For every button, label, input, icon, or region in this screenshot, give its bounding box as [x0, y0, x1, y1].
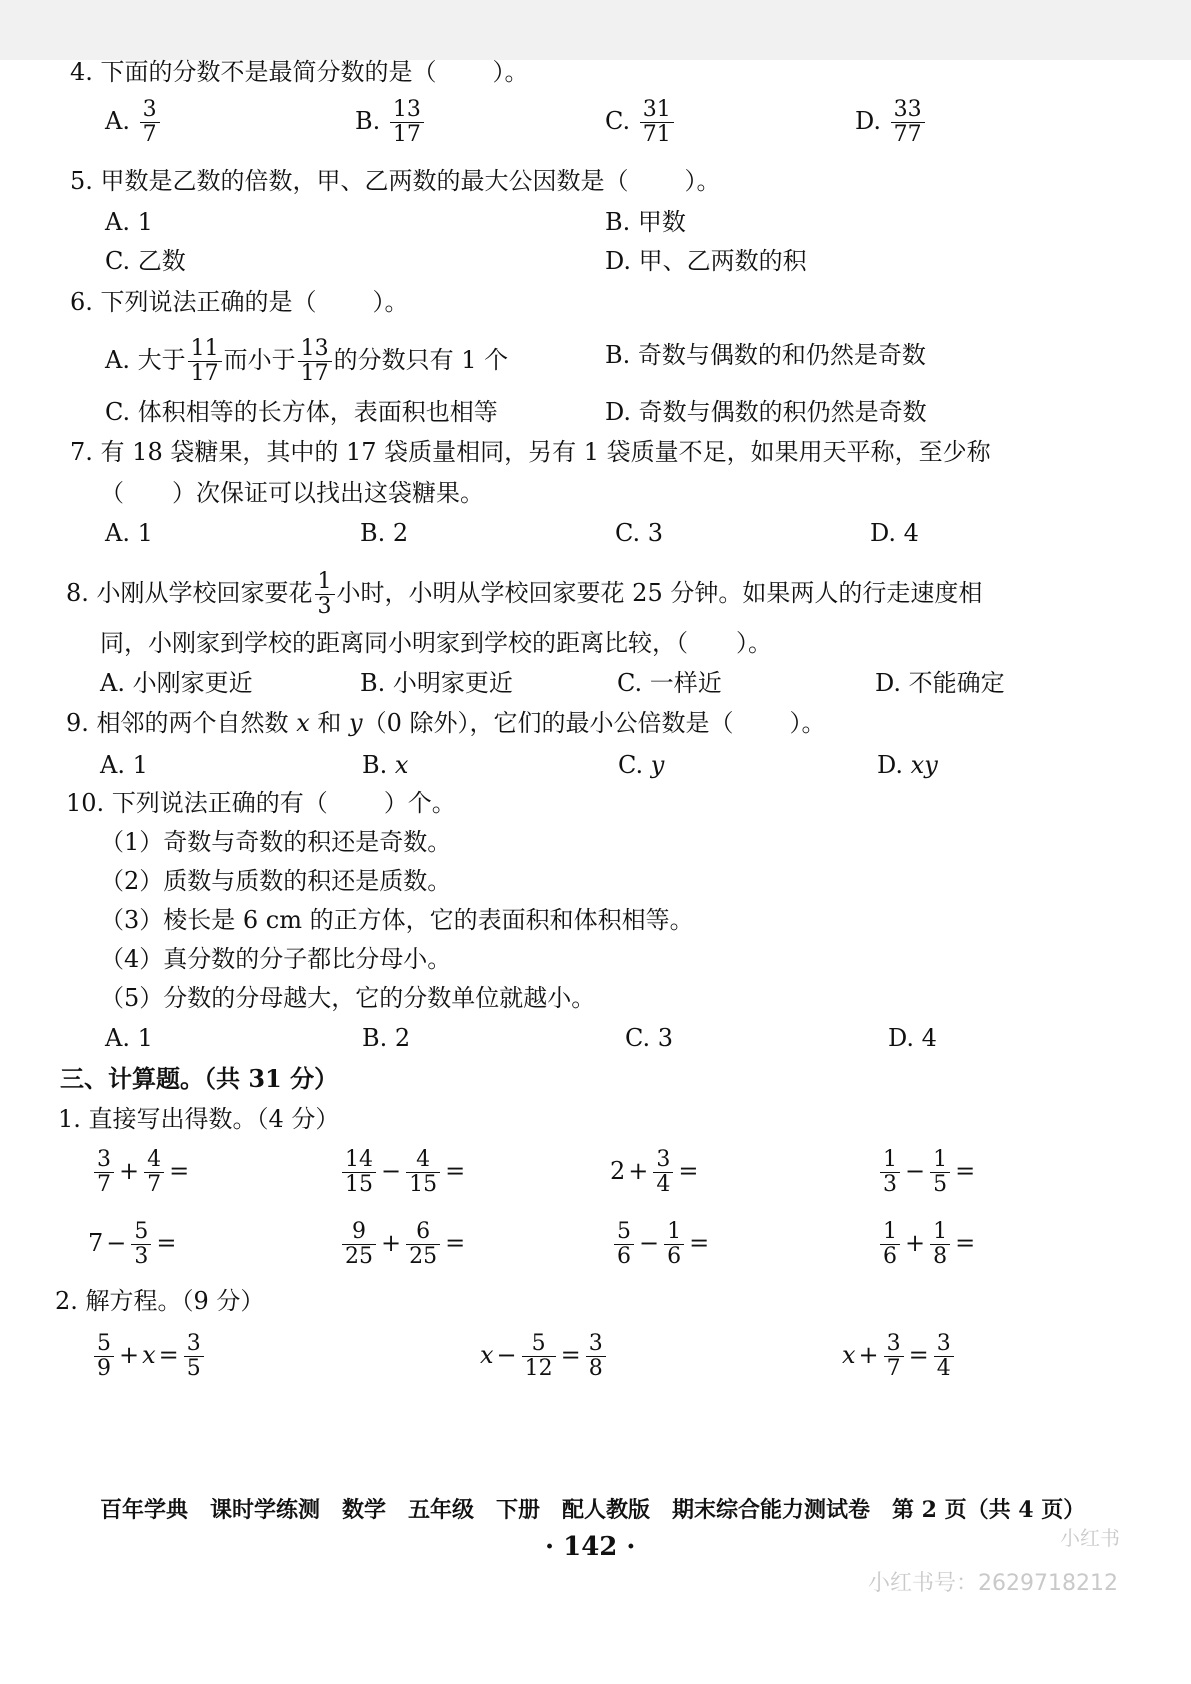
question-7: 7. 有 18 袋糖果，其中的 17 袋质量相同，另有 1 袋质量不足，如果用天平称，至少称 [70, 438, 991, 466]
q10-statement: （5）分数的分母越大，它的分数单位就越小。 [100, 984, 596, 1012]
page-number: · 142 · [545, 1532, 636, 1562]
q5-option-b: B. 甲数 [605, 208, 686, 236]
calc-item: $\frac{14}{15}$ − $\frac{4}{15}$ = [340, 1148, 468, 1197]
calc-2-title: 2. 解方程。（9 分） [55, 1287, 265, 1315]
q5-option-d: D. 甲、乙两数的积 [605, 247, 807, 275]
q9-option-c: C. y [618, 751, 665, 779]
calc-item: $\frac{9}{25}$ + $\frac{6}{25}$ = [340, 1220, 468, 1269]
q6-option-b: B. 奇数与偶数的和仍然是奇数 [605, 341, 926, 369]
q6-option-c: C. 体积相等的长方体，表面积也相等 [105, 398, 498, 426]
calc-item: $\frac{3}{7}$ + $\frac{4}{7}$ = [92, 1148, 192, 1197]
q9-option-b: B. x [362, 751, 409, 779]
section-3-title: 三、计算题。（共 31 分） [60, 1064, 339, 1093]
q7-option-c: C. 3 [615, 519, 664, 547]
footer-book-info: 百年学典 课时学练测 数学 五年级 下册 配人教版 期末综合能力测试卷 第 2 页（共 4 页） [100, 1497, 1086, 1523]
q5-option-a: A. 1 [105, 208, 153, 236]
q4-option-b: B. $\frac{13}{17}$ [355, 98, 426, 147]
question-6: 6. 下列说法正确的是（ ）。 [70, 288, 409, 316]
equation: $\frac{5}{9}$ + x = $\frac{3}{5}$ [92, 1332, 206, 1381]
question-7-line2: （ ）次保证可以找出这袋糖果。 [100, 479, 484, 507]
watermark-logo: 小红书 [1060, 1526, 1120, 1550]
q10-statement: （2）质数与质数的积还是质数。 [100, 867, 452, 895]
q6-option-a: A. 大于 $\frac{11}{17}$ 而小于 $\frac{13}{17}$ 的分数只有 1 个 [105, 336, 509, 386]
calc-item: $\frac{5}{6}$ − $\frac{1}{6}$ = [612, 1220, 712, 1269]
q7-option-b: B. 2 [360, 519, 409, 547]
calc-1-title: 1. 直接写出得数。（4 分） [58, 1105, 340, 1133]
calc-item: 2 + $\frac{3}{4}$ = [610, 1147, 699, 1197]
q5-option-c: C. 乙数 [105, 247, 186, 275]
calc-item: $\frac{1}{3}$ − $\frac{1}{5}$ = [878, 1148, 978, 1197]
q4-option-a: A. $\frac{3}{7}$ [105, 98, 162, 147]
q4-option-d: D. $\frac{33}{77}$ [855, 98, 927, 147]
scan-top-strip [0, 0, 1191, 60]
watermark-id: 小红书号：2629718212 [868, 1571, 1118, 1596]
q9-option-a: A. 1 [100, 751, 148, 779]
q7-option-a: A. 1 [105, 519, 153, 547]
q10-statement: （1）奇数与奇数的积还是奇数。 [100, 828, 452, 856]
q10-statement: （4）真分数的分子都比分母小。 [100, 945, 452, 973]
q10-option-a: A. 1 [105, 1024, 153, 1052]
q6-option-d: D. 奇数与偶数的积仍然是奇数 [605, 398, 927, 426]
q10-option-c: C. 3 [625, 1024, 674, 1052]
question-4: 4. 下面的分数不是最简分数的是（ ）。 [70, 58, 529, 86]
question-10: 10. 下列说法正确的有（ ）个。 [66, 789, 456, 817]
question-8-line2: 同，小刚家到学校的距离同小明家到学校的距离比较，（ ）。 [100, 629, 772, 657]
q8-option-c: C. 一样近 [617, 669, 722, 697]
equation: x − $\frac{5}{12}$ = $\frac{3}{8}$ [480, 1332, 608, 1381]
question-5: 5. 甲数是乙数的倍数，甲、乙两数的最大公因数是（ ）。 [70, 167, 721, 195]
question-8: 8. 小刚从学校回家要花 $\frac{1}{3}$ 小时，小明从学校回家要花 25 分钟。如果两人的行走速度相 [66, 569, 983, 619]
q10-statement: （3）棱长是 6 cm 的正方体，它的表面积和体积相等。 [100, 906, 694, 934]
calc-item: $\frac{1}{6}$ + $\frac{1}{8}$ = [878, 1220, 978, 1269]
q8-option-b: B. 小明家更近 [360, 669, 513, 697]
q7-option-d: D. 4 [870, 519, 919, 547]
q8-option-d: D. 不能确定 [875, 669, 1005, 697]
question-9: 9. 相邻的两个自然数 x 和 y（0 除外），它们的最小公倍数是（ ）。 [66, 709, 826, 737]
q10-option-b: B. 2 [362, 1024, 411, 1052]
q10-option-d: D. 4 [888, 1024, 937, 1052]
q8-option-a: A. 小刚家更近 [100, 669, 253, 697]
q9-option-d: D. xy [877, 751, 938, 779]
calc-item: 7 − $\frac{5}{3}$ = [88, 1219, 177, 1269]
q4-option-c: C. $\frac{31}{71}$ [605, 98, 676, 147]
equation: x + $\frac{3}{7}$ = $\frac{3}{4}$ [842, 1332, 956, 1381]
